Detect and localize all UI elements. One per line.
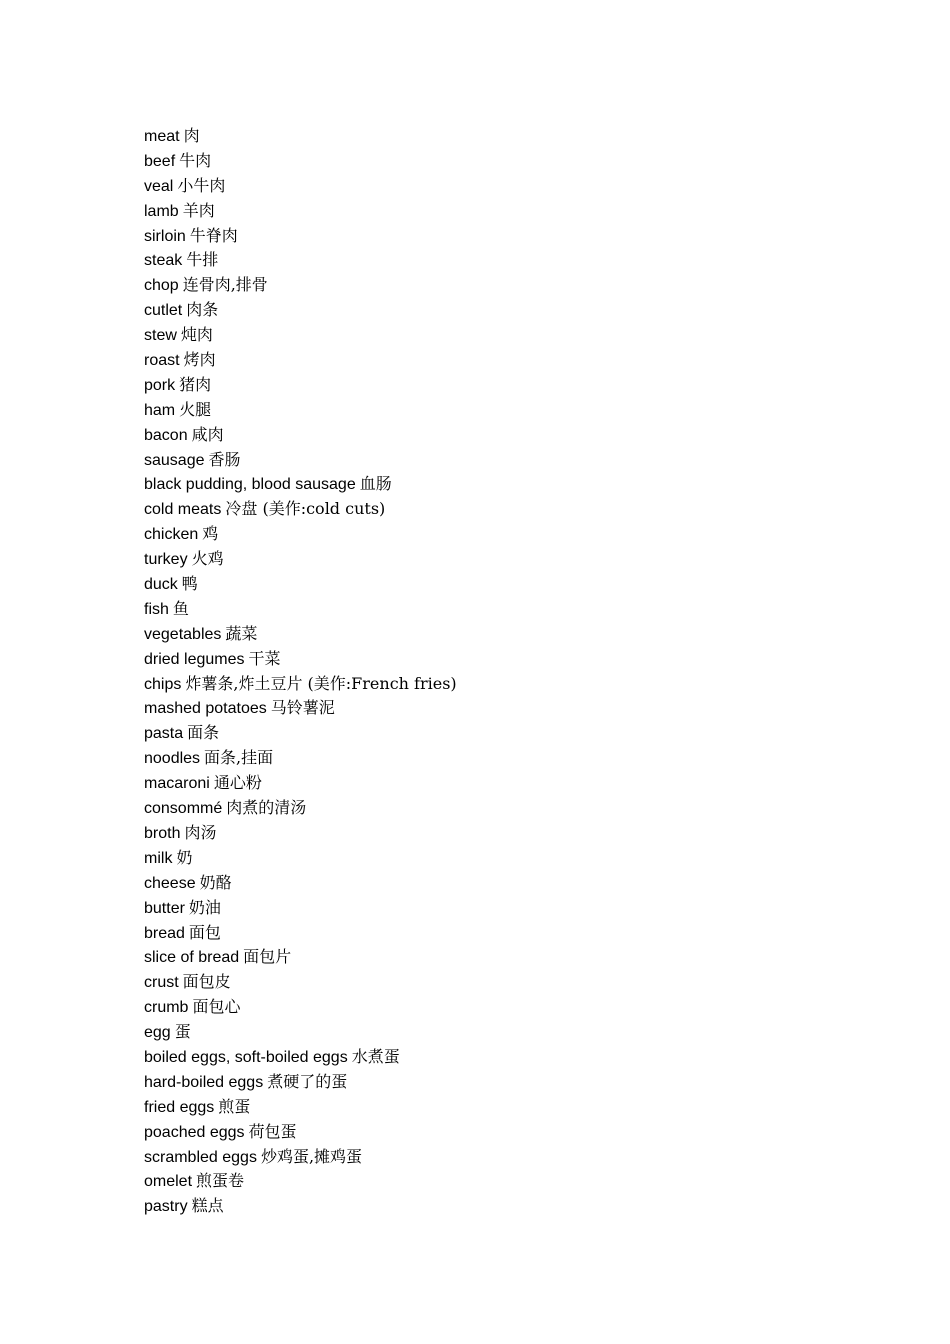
- english-term: sausage: [144, 451, 205, 469]
- chinese-translation: 奶: [176, 847, 193, 867]
- english-term: roast: [144, 352, 180, 370]
- vocabulary-entry: [144, 672, 457, 697]
- english-term: scrambled eggs: [144, 1148, 257, 1166]
- vocabulary-entry: [144, 1020, 457, 1045]
- vocabulary-entry: [144, 771, 457, 796]
- english-term: pastry: [144, 1198, 188, 1216]
- english-term: cold meats: [144, 501, 222, 519]
- vocabulary-entry: [144, 448, 457, 473]
- chinese-translation: 肉煮的清汤: [226, 798, 307, 818]
- vocabulary-entry: [144, 871, 457, 896]
- chinese-translation: 面条,挂面: [204, 748, 274, 768]
- english-term: lamb: [144, 202, 179, 220]
- vocabulary-entry: [144, 497, 457, 522]
- chinese-translation: 咸肉: [191, 424, 224, 444]
- vocabulary-entry: [144, 721, 457, 746]
- vocabulary-entry: [144, 174, 457, 199]
- chinese-translation: 火鸡: [191, 549, 224, 569]
- english-term: turkey: [144, 551, 188, 569]
- chinese-translation: 连骨肉,排骨: [182, 275, 268, 295]
- english-term: mashed potatoes: [144, 700, 267, 718]
- english-term: milk: [144, 849, 173, 867]
- english-term: hard-boiled eggs: [144, 1073, 264, 1091]
- english-term: fried eggs: [144, 1098, 215, 1116]
- chinese-translation: 面条: [187, 723, 220, 743]
- vocabulary-entry: [144, 547, 457, 572]
- chinese-translation: 烤肉: [183, 350, 216, 370]
- english-term: cutlet: [144, 302, 183, 320]
- vocabulary-entry: [144, 1194, 457, 1219]
- english-term: chop: [144, 277, 179, 295]
- english-term: bacon: [144, 426, 188, 444]
- vocabulary-entry: [144, 423, 457, 448]
- vocabulary-entry: [144, 1120, 457, 1145]
- vocabulary-entry: [144, 970, 457, 995]
- chinese-translation: 鸡: [202, 524, 219, 544]
- chinese-translation: 奶酪: [199, 872, 232, 892]
- vocabulary-entry: [144, 622, 457, 647]
- english-term: macaroni: [144, 775, 210, 793]
- vocabulary-entry: [144, 199, 457, 224]
- english-term: dried legumes: [144, 650, 245, 668]
- english-term: sirloin: [144, 227, 186, 245]
- chinese-translation: 羊肉: [182, 200, 215, 220]
- english-term: bread: [144, 924, 185, 942]
- english-term: slice of bread: [144, 949, 240, 967]
- chinese-translation: 糕点: [191, 1196, 224, 1216]
- vocabulary-entry: [144, 273, 457, 298]
- english-term: steak: [144, 252, 183, 270]
- english-term: broth: [144, 824, 181, 842]
- chinese-translation: 肉条: [186, 300, 219, 320]
- english-term: pork: [144, 376, 176, 394]
- english-term: chicken: [144, 526, 199, 544]
- english-term: black pudding, blood sausage: [144, 476, 356, 494]
- english-term: egg: [144, 1024, 171, 1042]
- chinese-translation: 猪肉: [179, 374, 212, 394]
- chinese-translation: 面包片: [243, 947, 292, 967]
- vocabulary-entry: [144, 522, 457, 547]
- vocabulary-entry: [144, 821, 457, 846]
- chinese-translation: 干菜: [248, 648, 281, 668]
- vocabulary-list: [144, 124, 457, 1219]
- english-term: chips: [144, 675, 182, 693]
- vocabulary-entry: [144, 896, 457, 921]
- english-term: ham: [144, 401, 176, 419]
- english-term: omelet: [144, 1173, 193, 1191]
- vocabulary-entry: [144, 597, 457, 622]
- chinese-translation: 面包: [188, 922, 221, 942]
- vocabulary-entry: [144, 224, 457, 249]
- vocabulary-entry: [144, 746, 457, 771]
- chinese-translation: 荷包蛋: [248, 1121, 297, 1141]
- vocabulary-entry: [144, 846, 457, 871]
- vocabulary-entry: [144, 796, 457, 821]
- english-term: vegetables: [144, 625, 222, 643]
- english-term: poached eggs: [144, 1123, 245, 1141]
- vocabulary-entry: [144, 398, 457, 423]
- chinese-translation: 奶油: [188, 897, 221, 917]
- chinese-translation: 煮硬了的蛋: [267, 1071, 348, 1091]
- vocabulary-entry: [144, 248, 457, 273]
- chinese-translation: 冷盘 (美作:cold cuts): [225, 499, 386, 519]
- chinese-translation: 牛肉: [179, 150, 212, 170]
- chinese-translation: 鸭: [181, 574, 198, 594]
- vocabulary-entry: [144, 572, 457, 597]
- chinese-translation: 牛排: [186, 250, 219, 270]
- chinese-translation: 血肠: [359, 474, 392, 494]
- english-term: beef: [144, 152, 176, 170]
- chinese-translation: 水煮蛋: [351, 1046, 400, 1066]
- english-term: crust: [144, 974, 179, 992]
- vocabulary-entry: [144, 921, 457, 946]
- english-term: stew: [144, 327, 177, 345]
- chinese-translation: 面包心: [192, 997, 241, 1017]
- english-term: consommé: [144, 800, 223, 818]
- vocabulary-entry: [144, 1145, 457, 1170]
- chinese-translation: 牛脊肉: [189, 225, 238, 245]
- chinese-translation: 炖肉: [180, 325, 213, 345]
- english-term: meat: [144, 128, 180, 145]
- chinese-translation: 面包皮: [182, 972, 231, 992]
- vocabulary-entry: [144, 124, 457, 149]
- chinese-translation: 小牛肉: [177, 175, 226, 195]
- chinese-translation: 鱼: [172, 598, 189, 618]
- vocabulary-entry: [144, 995, 457, 1020]
- vocabulary-entry: [144, 323, 457, 348]
- english-term: duck: [144, 576, 178, 594]
- vocabulary-entry: [144, 1169, 457, 1194]
- vocabulary-entry: [144, 348, 457, 373]
- english-term: fish: [144, 600, 169, 618]
- english-term: veal: [144, 177, 174, 195]
- vocabulary-entry: [144, 373, 457, 398]
- chinese-translation: 蛋: [174, 1022, 191, 1042]
- chinese-translation: 蔬菜: [225, 623, 258, 643]
- chinese-translation: 火腿: [179, 399, 212, 419]
- english-term: boiled eggs, soft-boiled eggs: [144, 1048, 348, 1066]
- chinese-translation: 通心粉: [213, 773, 262, 793]
- vocabulary-entry: [144, 298, 457, 323]
- vocabulary-entry: [144, 945, 457, 970]
- chinese-translation: 炒鸡蛋,摊鸡蛋: [260, 1146, 363, 1166]
- english-term: noodles: [144, 750, 201, 768]
- english-term: pasta: [144, 725, 184, 743]
- chinese-translation: 煎蛋: [218, 1096, 251, 1116]
- vocabulary-entry: [144, 1045, 457, 1070]
- vocabulary-entry: [144, 647, 457, 672]
- english-term: butter: [144, 899, 185, 917]
- vocabulary-entry: [144, 1070, 457, 1095]
- chinese-translation: 炸薯条,炸土豆片 (美作:French fries): [185, 673, 457, 693]
- chinese-translation: 香肠: [208, 449, 241, 469]
- english-term: cheese: [144, 874, 196, 892]
- vocabulary-entry: [144, 1095, 457, 1120]
- vocabulary-entry: [144, 472, 457, 497]
- chinese-translation: 煎蛋卷: [196, 1171, 245, 1191]
- chinese-translation: 肉汤: [184, 822, 217, 842]
- vocabulary-entry: [144, 696, 457, 721]
- english-term: crumb: [144, 999, 189, 1017]
- vocabulary-entry: [144, 149, 457, 174]
- chinese-translation: 肉: [183, 126, 200, 145]
- chinese-translation: 马铃薯泥: [270, 698, 335, 718]
